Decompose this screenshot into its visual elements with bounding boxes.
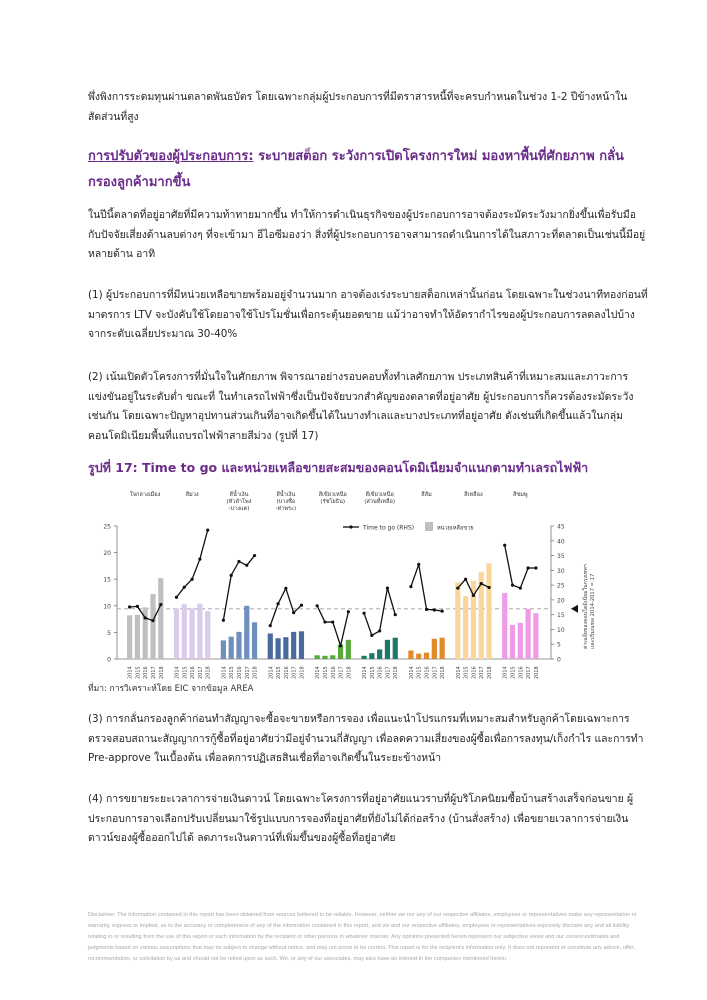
time-to-go-point xyxy=(151,619,154,622)
bar xyxy=(205,611,210,659)
group-label-line: สีส้ม xyxy=(421,492,432,498)
group-label-line: (ส่วนที่เหลือ) xyxy=(364,499,396,505)
time-to-go-point xyxy=(378,629,381,632)
group-label-line: (หัวลำโพง xyxy=(226,499,252,505)
time-to-go-point xyxy=(534,566,537,569)
time-to-go-point xyxy=(409,585,412,588)
paragraph-intro-context: ในปีนี้ตลาดที่อยู่อาศัยที่มีความท้าทายมากขึ้น ทำให้การดำเนินธุรกิจของผู้ประกอบการอาจต้องระมัดระวังมากยิ่งขึ้นเพื่อรับมือกับปัจจัยเสี่ยงด้านลบต่างๆ ที่จะเข้ามา อีไอซีมองว่า สิ่งที่ผู้ประกอบการอาจสามารถดำเนินการได้ในสภาวะที่ตลาดเป็นเช่นนี้มีอยู่หลายด้าน อาทิ xyxy=(88,209,646,260)
time-to-go-point xyxy=(417,563,420,566)
reference-line-label xyxy=(582,564,596,649)
time-to-go-point xyxy=(487,586,490,589)
x-tick-label: 2014 xyxy=(315,666,322,679)
left-axis-tick-label: 0 xyxy=(107,656,111,664)
x-tick-label: 2014 xyxy=(174,666,181,679)
group-label-line: สีเหลือง xyxy=(464,492,483,498)
legend-bar-swatch xyxy=(425,522,433,531)
right-axis-tick-label: 25 xyxy=(557,582,565,590)
time-to-go-point xyxy=(386,586,389,589)
time-to-go-point xyxy=(245,564,248,567)
time-to-go-point xyxy=(527,566,530,569)
time-to-go-point xyxy=(190,578,193,581)
x-tick-label: 2015 xyxy=(229,666,236,679)
time-to-go-point xyxy=(347,610,350,613)
bar xyxy=(229,637,234,659)
x-tick-label: 2014 xyxy=(455,666,462,679)
time-to-go-point xyxy=(144,616,147,619)
group-label xyxy=(421,491,432,498)
x-tick-label: 2018 xyxy=(393,666,400,679)
paragraph-item-3: (3) การกลั่นกรองลูกค้าก่อนทำสัญญาจะซื้อจะขายหรือการจอง เพื่อแนะนำโปรแกรมที่เหมาะสมสำหรับลูกค้าโดยเฉพาะการตรวจสอบสถานะสัญญาการกู้ซื้อที่อยู่อาศัยว่ามีอยู่จำนวนกี่สัญญา เพื่อลดความเสี่ยงของผู้ซื้อเพื่อการลงทุน/เก็งกำไร และการทำ Pre-approve ในเบื้องต้น เพื่อลดการปฏิเสธสินเชื่อที่อาจเกิดขึ้นในระยะข้างหน้า xyxy=(88,713,644,764)
x-tick-label: 2014 xyxy=(221,666,228,679)
left-axis-tick-label: 10 xyxy=(103,603,111,611)
time-to-go-point xyxy=(159,603,162,606)
group-label-line: -ท่าพระ) xyxy=(275,506,297,512)
figure-title: รูปที่ 17: Time to go และหน่วยเหลือขายสะสมของคอนโดมิเนียมจำแนกตามทำเลรถไฟฟ้า xyxy=(88,460,589,475)
right-axis-tick-label: 45 xyxy=(557,523,565,531)
bar xyxy=(127,615,132,659)
bar xyxy=(197,604,202,659)
time-to-go-line xyxy=(317,606,348,646)
left-axis-tick-label: 5 xyxy=(107,629,111,637)
x-tick-label: 2017 xyxy=(432,666,439,679)
left-axis-tick-label: 15 xyxy=(103,576,111,584)
time-to-go-line xyxy=(270,588,301,625)
bar xyxy=(377,649,382,659)
left-axis-tick-label: 20 xyxy=(103,550,111,558)
time-to-go-point xyxy=(456,586,459,589)
bar xyxy=(463,596,468,659)
x-tick-label: 2017 xyxy=(526,666,533,679)
time-to-go-point xyxy=(136,605,139,608)
bar xyxy=(486,563,491,659)
time-to-go-line xyxy=(505,545,536,588)
x-tick-label: 2017 xyxy=(151,666,157,679)
time-to-go-point xyxy=(503,544,506,547)
x-tick-label: 2015 xyxy=(369,666,376,679)
time-to-go-point xyxy=(480,582,483,585)
time-to-go-line xyxy=(411,564,442,611)
x-tick-label: 2016 xyxy=(190,666,197,679)
paragraph-item-2: (2) เน้นเปิดตัวโครงการที่มั่นใจในศักยภาพ พิจารณาอย่างรอบคอบทั้งทำเลศักยภาพ ประเภทสินค้าที่เหมาะสมและภาวะการแข่งขันอยู่ในระดับต่ำ ขณะที่ ในทำเลรถไฟฟ้าซึ่งเป็นปัจจัยบวกสำคัญของตลาดที่อยู่อาศัย ผู้ประกอบการก็ควรต้องระมัดระวังเช่นกัน โดยเฉพาะปัญหาอุปทานส่วนเกินที่อาจเกิดขึ้นได้ในบางทำเลและบางประเภทที่อยู่อาศัย ดังเช่นที่เกิดขึ้นแล้วในกลุ่มคอนโดมิเนียมพื้นที่แถบรถไฟฟ้าสายสีม่วง (รูปที่ 17) xyxy=(88,371,634,442)
bar xyxy=(189,608,194,659)
time-to-go-point xyxy=(128,605,131,608)
bar xyxy=(236,632,241,659)
group-label-line: ใจกลางเมือง xyxy=(130,492,161,498)
bar xyxy=(369,653,374,659)
time-to-go-point xyxy=(362,612,365,615)
x-tick-label: 2016 xyxy=(283,666,290,679)
bar xyxy=(315,655,320,659)
bar xyxy=(510,625,515,659)
time-to-go-line xyxy=(364,588,395,635)
bar xyxy=(174,608,179,659)
time-to-go-point xyxy=(425,608,428,611)
right-axis-tick-label: 5 xyxy=(557,641,561,649)
x-tick-label: 2018 xyxy=(346,666,353,679)
legend-bar-label: หน่วยเหลือขาย xyxy=(437,525,474,532)
time-to-go-point xyxy=(316,604,319,607)
time-to-go-point xyxy=(300,604,303,607)
x-tick-label: 2015 xyxy=(135,666,142,679)
time-to-go-line xyxy=(223,556,254,621)
x-tick-label: 2018 xyxy=(533,666,540,679)
disclaimer: Disclaimer: The information contained in this report has been obtained from sources believed to be reliable. However, neither we nor any of our respective affiliates, employees or representatives make any representation or warranty, express or implied, as to the accuracy or completeness of any of the information contained in this report, and we and our respective affiliates, employees or representatives expressly disclaim any and all liability relating to or resulting from the use of this report or such information by the recipient or other persons in whatever manner. Any opinions presented herein represent our subjective views and our current estimates and judgments based on various assumptions that may be subject to change without notice, and may not prove to be correct. This report is for the recipient's information only. It does not represent or constitute any advice, offer, recommendation, or solicitation by us and should not be relied upon as such. We, or any of our associates, may also have an interest in the companies mentioned herein. xyxy=(88,912,637,962)
group-label-line: สีชมพู xyxy=(513,492,528,498)
legend-line-marker xyxy=(349,525,352,528)
bar xyxy=(502,593,507,659)
bar xyxy=(244,606,249,659)
time-to-go-point xyxy=(206,529,209,532)
bar xyxy=(299,631,304,659)
bar xyxy=(150,594,155,659)
bar xyxy=(268,633,273,659)
x-tick-label: 2016 xyxy=(143,666,150,679)
group-label xyxy=(464,491,483,498)
right-axis-tick-label: 35 xyxy=(557,553,565,561)
bar xyxy=(455,582,460,659)
bar xyxy=(408,650,413,659)
bar xyxy=(182,604,187,659)
reference-line-label-line: ค่าเฉลี่ยของคอนโดมิเนียมในกรุงเทพฯ xyxy=(583,564,589,649)
paragraph-item-4: (4) การขยายระยะเวลาการจ่ายเงินดาวน์ โดยเฉพาะโครงการที่อยู่อาศัยแนวราบที่ผู้บริโภคนิยมซื้อบ้านสร้างเสร็จก่อนขาย ผู้ประกอบการอาจเลือกปรับเปลี่ยนมาใช้รูปแบบการจองที่อยู่อาศัยที่ยังไม่ได้ก่อสร้าง (บ้านสั่งสร้าง) เพื่อขยายเวลาการจ่ายเงินดาวน์ของผู้ซื้อออกไปได้ ลดภาระเงินดาวน์ที่เพิ่มขึ้นของผู้ซื้อที่อยู่อาศัย xyxy=(88,793,634,844)
x-tick-label: 2015 xyxy=(416,666,423,679)
group-label-line: (รัชโยธิน) xyxy=(320,499,346,505)
figure-source: ที่มา: การวิเคราะห์โดย EIC จากข้อมูล AREA xyxy=(88,684,254,694)
time-to-go-point xyxy=(198,558,201,561)
bar xyxy=(158,578,163,659)
time-to-go-point xyxy=(230,574,233,577)
bar xyxy=(291,632,296,659)
x-tick-label: 2015 xyxy=(463,666,470,679)
time-to-go-point xyxy=(370,634,373,637)
bar xyxy=(416,654,421,659)
x-tick-label: 2016 xyxy=(471,666,478,679)
x-tick-label: 2015 xyxy=(322,666,329,679)
group-label-line: สีเขียวเหนือ xyxy=(318,492,347,498)
x-tick-label: 2015 xyxy=(510,666,517,679)
bar xyxy=(533,613,538,659)
right-axis-tick-label: 10 xyxy=(557,626,565,634)
x-tick-label: 2018 xyxy=(299,666,306,679)
x-tick-label: 2018 xyxy=(487,666,494,679)
bar xyxy=(135,615,140,659)
group-label-line: สีเขียวเหนือ xyxy=(365,492,394,498)
time-to-go-point xyxy=(269,624,272,627)
x-tick-label: 2017 xyxy=(338,666,345,679)
x-tick-label: 2015 xyxy=(276,666,283,679)
intro-paragraph: พึ่งพิงการระดมทุนผ่านตลาดพันธบัตร โดยเฉพาะกลุ่มผู้ประกอบการที่มีตราสารหนี้ที่จะครบกำหนดในช่วง 1-2 ปีข้างหน้าในสัดส่วนที่สูง xyxy=(88,91,628,123)
group-label-line: -บางแค) xyxy=(228,506,250,512)
bar xyxy=(440,638,445,659)
x-tick-label: 2018 xyxy=(205,666,212,679)
bar xyxy=(526,609,531,659)
time-to-go-point xyxy=(276,602,279,605)
x-tick-label: 2014 xyxy=(127,666,134,679)
x-tick-label: 2016 xyxy=(424,666,431,679)
section-heading-underlined: การปรับตัวของผู้ประกอบการ: xyxy=(88,149,254,164)
x-tick-label: 2016 xyxy=(518,666,525,679)
group-label xyxy=(130,491,161,498)
right-axis-tick-label: 15 xyxy=(557,612,565,620)
group-label xyxy=(185,491,199,498)
x-tick-label: 2014 xyxy=(502,666,509,679)
legend-line-label: Time to go (RHS) xyxy=(363,524,415,532)
time-to-go-point xyxy=(472,594,475,597)
group-label xyxy=(318,491,347,505)
x-tick-label: 2018 xyxy=(252,666,259,679)
paragraph-item-1: (1) ผู้ประกอบการที่มีหน่วยเหลือขายพร้อมอยู่จำนวนมาก อาจต้องเร่งระบายสต็อกเหล่านั้นก่อน โดยเฉพาะในช่วงนาทีทองก่อนที่มาตรการ LTV จะบังคับใช้โดยอาจใช้โปรโมชั่นเพื่อกระตุ้นยอดขาย แม้ว่าอาจทำให้อัตรากำไรของผู้ประกอบการลดลงไปบ้างจากระดับเฉลี่ยประมาณ 30-40% xyxy=(88,289,648,340)
x-tick-label: 2017 xyxy=(197,666,204,679)
time-to-go-point xyxy=(519,586,522,589)
time-to-go-point xyxy=(253,554,256,557)
time-to-go-point xyxy=(331,620,334,623)
group-label-line: สีน้ำเงิน xyxy=(229,492,249,498)
bar xyxy=(330,655,335,659)
right-axis-tick-label: 40 xyxy=(557,538,565,546)
x-tick-label: 2015 xyxy=(182,666,189,679)
group-label xyxy=(275,490,296,512)
bar xyxy=(385,640,390,659)
time-to-go-line xyxy=(176,530,207,597)
group-label-line: สีม่วง xyxy=(185,492,199,498)
right-axis-tick-label: 20 xyxy=(557,597,565,605)
group-label xyxy=(364,491,395,505)
left-axis-tick-label: 25 xyxy=(103,523,111,531)
time-to-go-point xyxy=(394,613,397,616)
time-to-go-point xyxy=(464,578,467,581)
time-to-go-point xyxy=(237,560,240,563)
time-to-go-point xyxy=(175,596,178,599)
bar xyxy=(221,640,226,659)
section-heading-rest: ระบายสต็อก ระวังการเปิดโครงการใหม่ มองหาพื้นที่ศักยภาพ กลั่นกรองลูกค้ามากขึ้น xyxy=(88,149,624,190)
time-to-go-point xyxy=(292,611,295,614)
x-tick-label: 2014 xyxy=(362,666,369,679)
x-tick-label: 2016 xyxy=(330,666,337,679)
time-to-go-point xyxy=(433,608,436,611)
bar xyxy=(361,656,366,659)
time-to-go-point xyxy=(323,620,326,623)
x-tick-label: 2017 xyxy=(479,666,486,679)
bar xyxy=(346,640,351,659)
group-label-line: (บางซื่อ xyxy=(276,499,296,505)
chart xyxy=(95,475,635,680)
x-tick-label: 2017 xyxy=(385,666,392,679)
right-axis-tick-label: 0 xyxy=(557,656,561,664)
x-tick-label: 2018 xyxy=(158,666,165,679)
bar xyxy=(432,639,437,659)
time-to-go-point xyxy=(511,584,514,587)
bar xyxy=(252,622,257,659)
group-label xyxy=(512,491,527,498)
x-tick-label: 2016 xyxy=(236,666,243,679)
x-tick-label: 2014 xyxy=(408,666,415,679)
time-to-go-point xyxy=(222,619,225,622)
bar xyxy=(424,653,429,659)
time-to-go-point xyxy=(339,644,342,647)
time-to-go-point xyxy=(441,610,444,613)
group-label-line: สีน้ำเงิน xyxy=(276,492,296,498)
right-axis-tick-label: 30 xyxy=(557,567,565,575)
group-label xyxy=(226,490,251,512)
x-tick-label: 2017 xyxy=(291,666,298,679)
x-tick-label: 2016 xyxy=(377,666,384,679)
bar xyxy=(283,637,288,659)
reference-arrow-icon xyxy=(571,605,578,613)
x-tick-label: 2017 xyxy=(244,666,251,679)
bar xyxy=(322,656,327,659)
time-to-go-point xyxy=(183,586,186,589)
section-heading xyxy=(88,144,648,196)
bar xyxy=(393,638,398,659)
reference-line-label-line: และปริมณฑล 2014-2017 = 17 xyxy=(590,573,596,649)
bar xyxy=(518,623,523,659)
x-tick-label: 2014 xyxy=(268,666,275,679)
x-tick-label: 2018 xyxy=(440,666,447,679)
time-to-go-point xyxy=(284,587,287,590)
bar xyxy=(275,638,280,659)
